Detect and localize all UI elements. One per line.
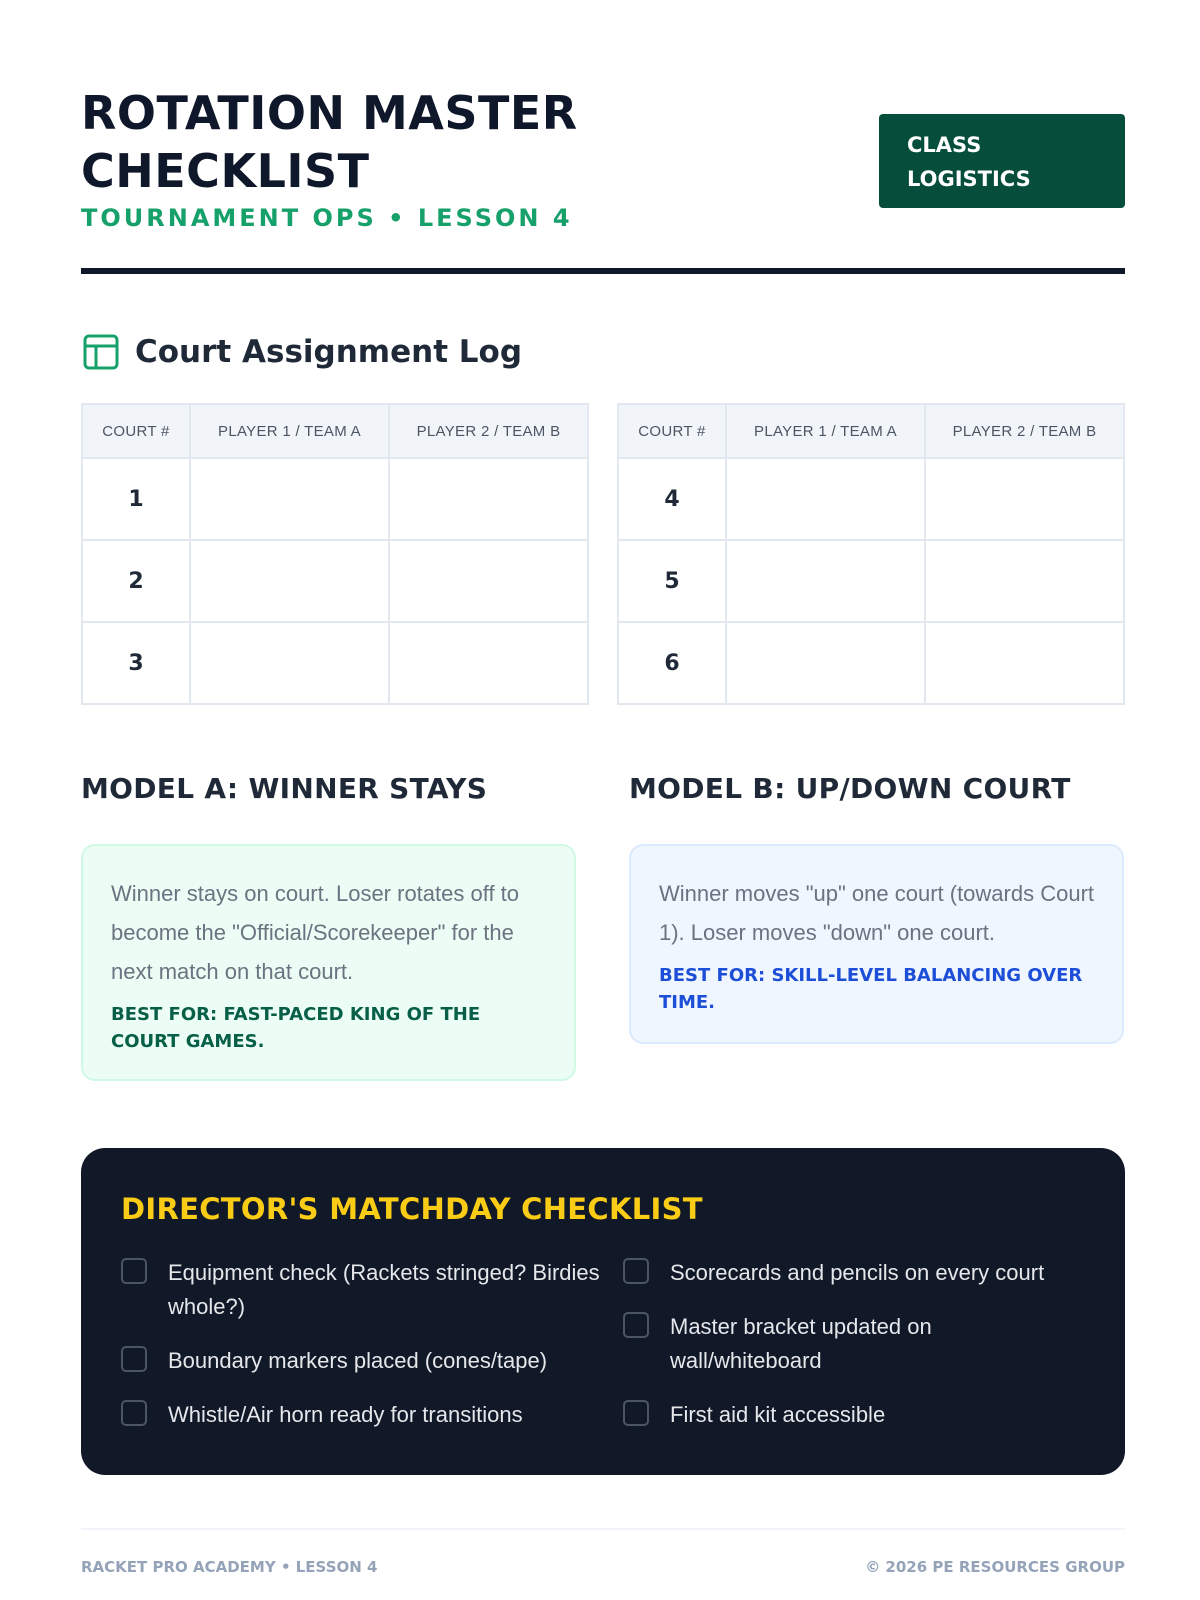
table-row (618, 458, 1124, 540)
column-header-player-2: PLAYER 2 / TEAM B (925, 404, 1124, 458)
column-header-court: COURT # (82, 404, 190, 458)
checklist-item (121, 1344, 623, 1378)
badge-line-2: LOGISTICS (907, 167, 1031, 191)
checklist-item (623, 1398, 1083, 1432)
checklist-item-label: Scorecards and pencils on every court (670, 1260, 1045, 1285)
player-1-cell[interactable] (726, 540, 925, 622)
table-row (82, 540, 588, 622)
model-b-card (629, 844, 1124, 1044)
player-1-cell[interactable] (190, 622, 389, 704)
player-2-cell[interactable] (925, 622, 1124, 704)
checklist-item-label: First aid kit accessible (670, 1402, 886, 1427)
court-number: 3 (82, 622, 190, 704)
player-2-cell[interactable] (925, 540, 1124, 622)
checklist-title: DIRECTOR'S MATCHDAY CHECKLIST (121, 1192, 703, 1226)
checkbox[interactable] (121, 1400, 147, 1426)
model-b-description: Winner moves "up" one court (towards Court 1). Loser moves "down" one court. (659, 881, 1095, 945)
layout-table-icon (81, 332, 121, 372)
court-number: 2 (82, 540, 190, 622)
model-a-card (81, 844, 576, 1081)
court-log-title: Court Assignment Log (135, 334, 523, 370)
player-2-cell[interactable] (389, 622, 588, 704)
player-2-cell[interactable] (389, 540, 588, 622)
footer-left-text: RACKET PRO ACADEMY • LESSON 4 (81, 1558, 378, 1576)
checkbox[interactable] (623, 1258, 649, 1284)
court-log-table-left (81, 403, 589, 705)
footer-right-text: © 2026 PE RESOURCES GROUP (865, 1558, 1125, 1576)
model-a-best-for: BEST FOR: FAST-PACED KING OF THE COURT GAMES. (111, 1004, 481, 1052)
player-2-cell[interactable] (925, 458, 1124, 540)
court-log-heading (81, 330, 522, 374)
column-header-court: COURT # (618, 404, 726, 458)
checkbox[interactable] (121, 1258, 147, 1284)
checklist-item (121, 1256, 623, 1324)
column-header-player-1: PLAYER 1 / TEAM A (726, 404, 925, 458)
checklist-item (623, 1256, 1083, 1290)
page-title (81, 84, 681, 200)
title-line-2: CHECKLIST (81, 144, 370, 198)
checklist-item (623, 1310, 1083, 1378)
court-number: 6 (618, 622, 726, 704)
model-a-heading: MODEL A: WINNER STAYS (81, 772, 488, 805)
court-number: 5 (618, 540, 726, 622)
header-divider (81, 268, 1125, 274)
player-1-cell[interactable] (190, 540, 389, 622)
table-row (82, 622, 588, 704)
checklist-column-right (623, 1256, 1083, 1452)
model-b-heading: MODEL B: UP/DOWN COURT (629, 772, 1071, 805)
player-2-cell[interactable] (389, 458, 588, 540)
checkbox[interactable] (623, 1312, 649, 1338)
court-number: 4 (618, 458, 726, 540)
title-line-1: ROTATION MASTER (81, 86, 578, 140)
court-number: 1 (82, 458, 190, 540)
court-log-table-right (617, 403, 1125, 705)
table-header-row (618, 404, 1124, 458)
class-logistics-badge (879, 114, 1125, 208)
checkbox[interactable] (623, 1400, 649, 1426)
checkbox[interactable] (121, 1346, 147, 1372)
table-header-row (82, 404, 588, 458)
matchday-checklist (81, 1148, 1125, 1475)
checklist-item-label: Master bracket updated on wall/whiteboard (670, 1314, 932, 1373)
table-row (82, 458, 588, 540)
table-row (618, 622, 1124, 704)
player-1-cell[interactable] (726, 622, 925, 704)
page-header (81, 84, 1125, 274)
checklist-item-label: Whistle/Air horn ready for transitions (168, 1402, 523, 1427)
model-b-best-for: BEST FOR: SKILL-LEVEL BALANCING OVER TIME. (659, 965, 1083, 1013)
page-subtitle: TOURNAMENT OPS • LESSON 4 (81, 204, 573, 232)
checklist-column-left (121, 1256, 623, 1452)
footer-divider (81, 1528, 1125, 1530)
checklist-item-label: Boundary markers placed (cones/tape) (168, 1348, 548, 1373)
column-header-player-1: PLAYER 1 / TEAM A (190, 404, 389, 458)
model-a-description: Winner stays on court. Loser rotates off to become the "Official/Scorekeeper" for the next match on that court. (111, 881, 520, 984)
player-1-cell[interactable] (190, 458, 389, 540)
checklist-item-label: Equipment check (Rackets stringed? Birdies whole?) (168, 1260, 600, 1319)
player-1-cell[interactable] (726, 458, 925, 540)
checklist-item (121, 1398, 623, 1432)
table-row (618, 540, 1124, 622)
badge-line-1: CLASS (907, 133, 982, 157)
column-header-player-2: PLAYER 2 / TEAM B (389, 404, 588, 458)
